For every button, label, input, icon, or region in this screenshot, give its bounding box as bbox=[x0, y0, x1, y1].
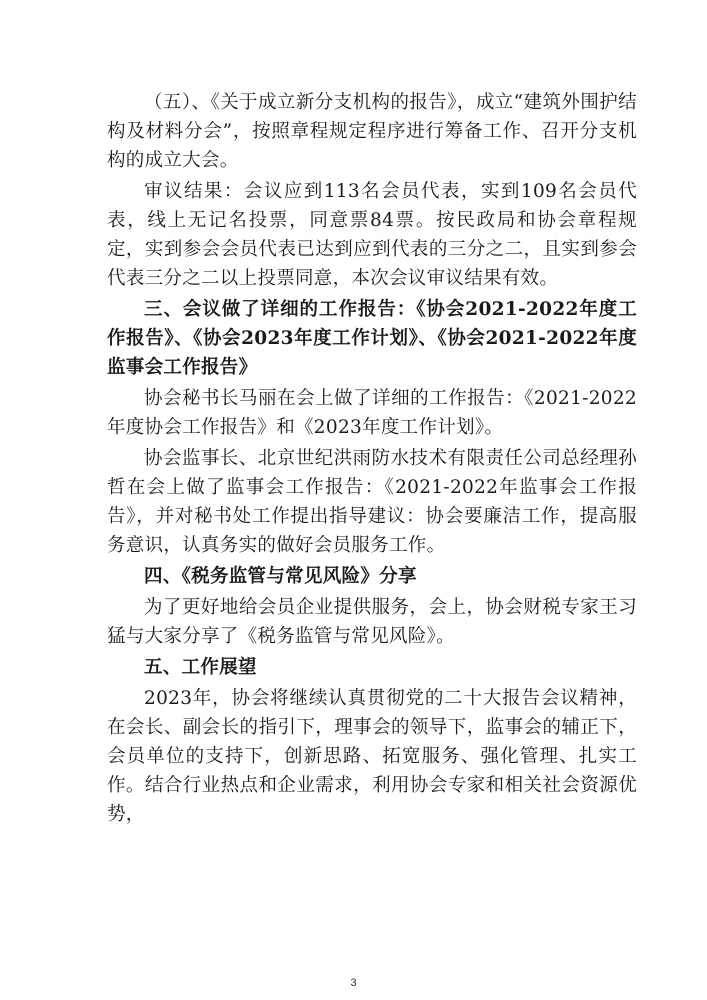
document-body bbox=[107, 88, 637, 831]
heading-work-reports: 三、会议做了详细的工作报告：《协会2021-2022年度工作报告》、《协会2023年度工作计划》、《协会2021-2022年度监事会工作报告》 bbox=[107, 299, 637, 378]
paragraph-new-branch-report: （五）、《关于成立新分支机构的报告》，成立“建筑外围护结构及材料分会”，按照章程规定程序进行筹备工作、召开分支机构的成立大会。 bbox=[107, 92, 637, 171]
paragraph-outlook-2023: 2023年，协会将继续认真贯彻党的二十大报告会议精神，在会长、副会长的指引下，理事会的领导下，监事会的辅正下，会员单位的支持下，创新思路、拓宽服务、强化管理、扎实工作。结合行业热点和企业需求，利用协会专家和相关社会资源优势， bbox=[107, 688, 637, 825]
paragraph-tax-expert-sharing: 为了更好地给会员企业提供服务，会上，协会财税专家王习猛与大家分享了《税务监管与常见风险》。 bbox=[107, 597, 637, 647]
heading-work-outlook: 五、工作展望 bbox=[144, 657, 257, 678]
paragraph-supervisor-report: 协会监事长、北京世纪洪雨防水技术有限责任公司总经理孙哲在会上做了监事会工作报告：《2021-2022年监事会工作报告》，并对秘书处工作提出指导建议：协会要廉洁工作，提高服务意识，认真务实的做好会员服务工作。 bbox=[107, 448, 637, 556]
paragraph-secretary-report: 协会秘书长马丽在会上做了详细的工作报告：《2021-2022年度协会工作报告》和《2023年度工作计划》。 bbox=[107, 388, 637, 438]
heading-tax-risk-sharing: 四、《税务监管与常见风险》分享 bbox=[144, 566, 417, 587]
page-number: 3 bbox=[350, 977, 357, 989]
paragraph-review-result: 审议结果：会议应到113名会员代表，实到109名会员代表，线上无记名投票，同意票84票。按民政局和协会章程规定，实到参会会员代表已达到应到代表的三分之二，且实到参会代表三分之二以上投票同意，本次会议审议结果有效。 bbox=[107, 181, 637, 289]
